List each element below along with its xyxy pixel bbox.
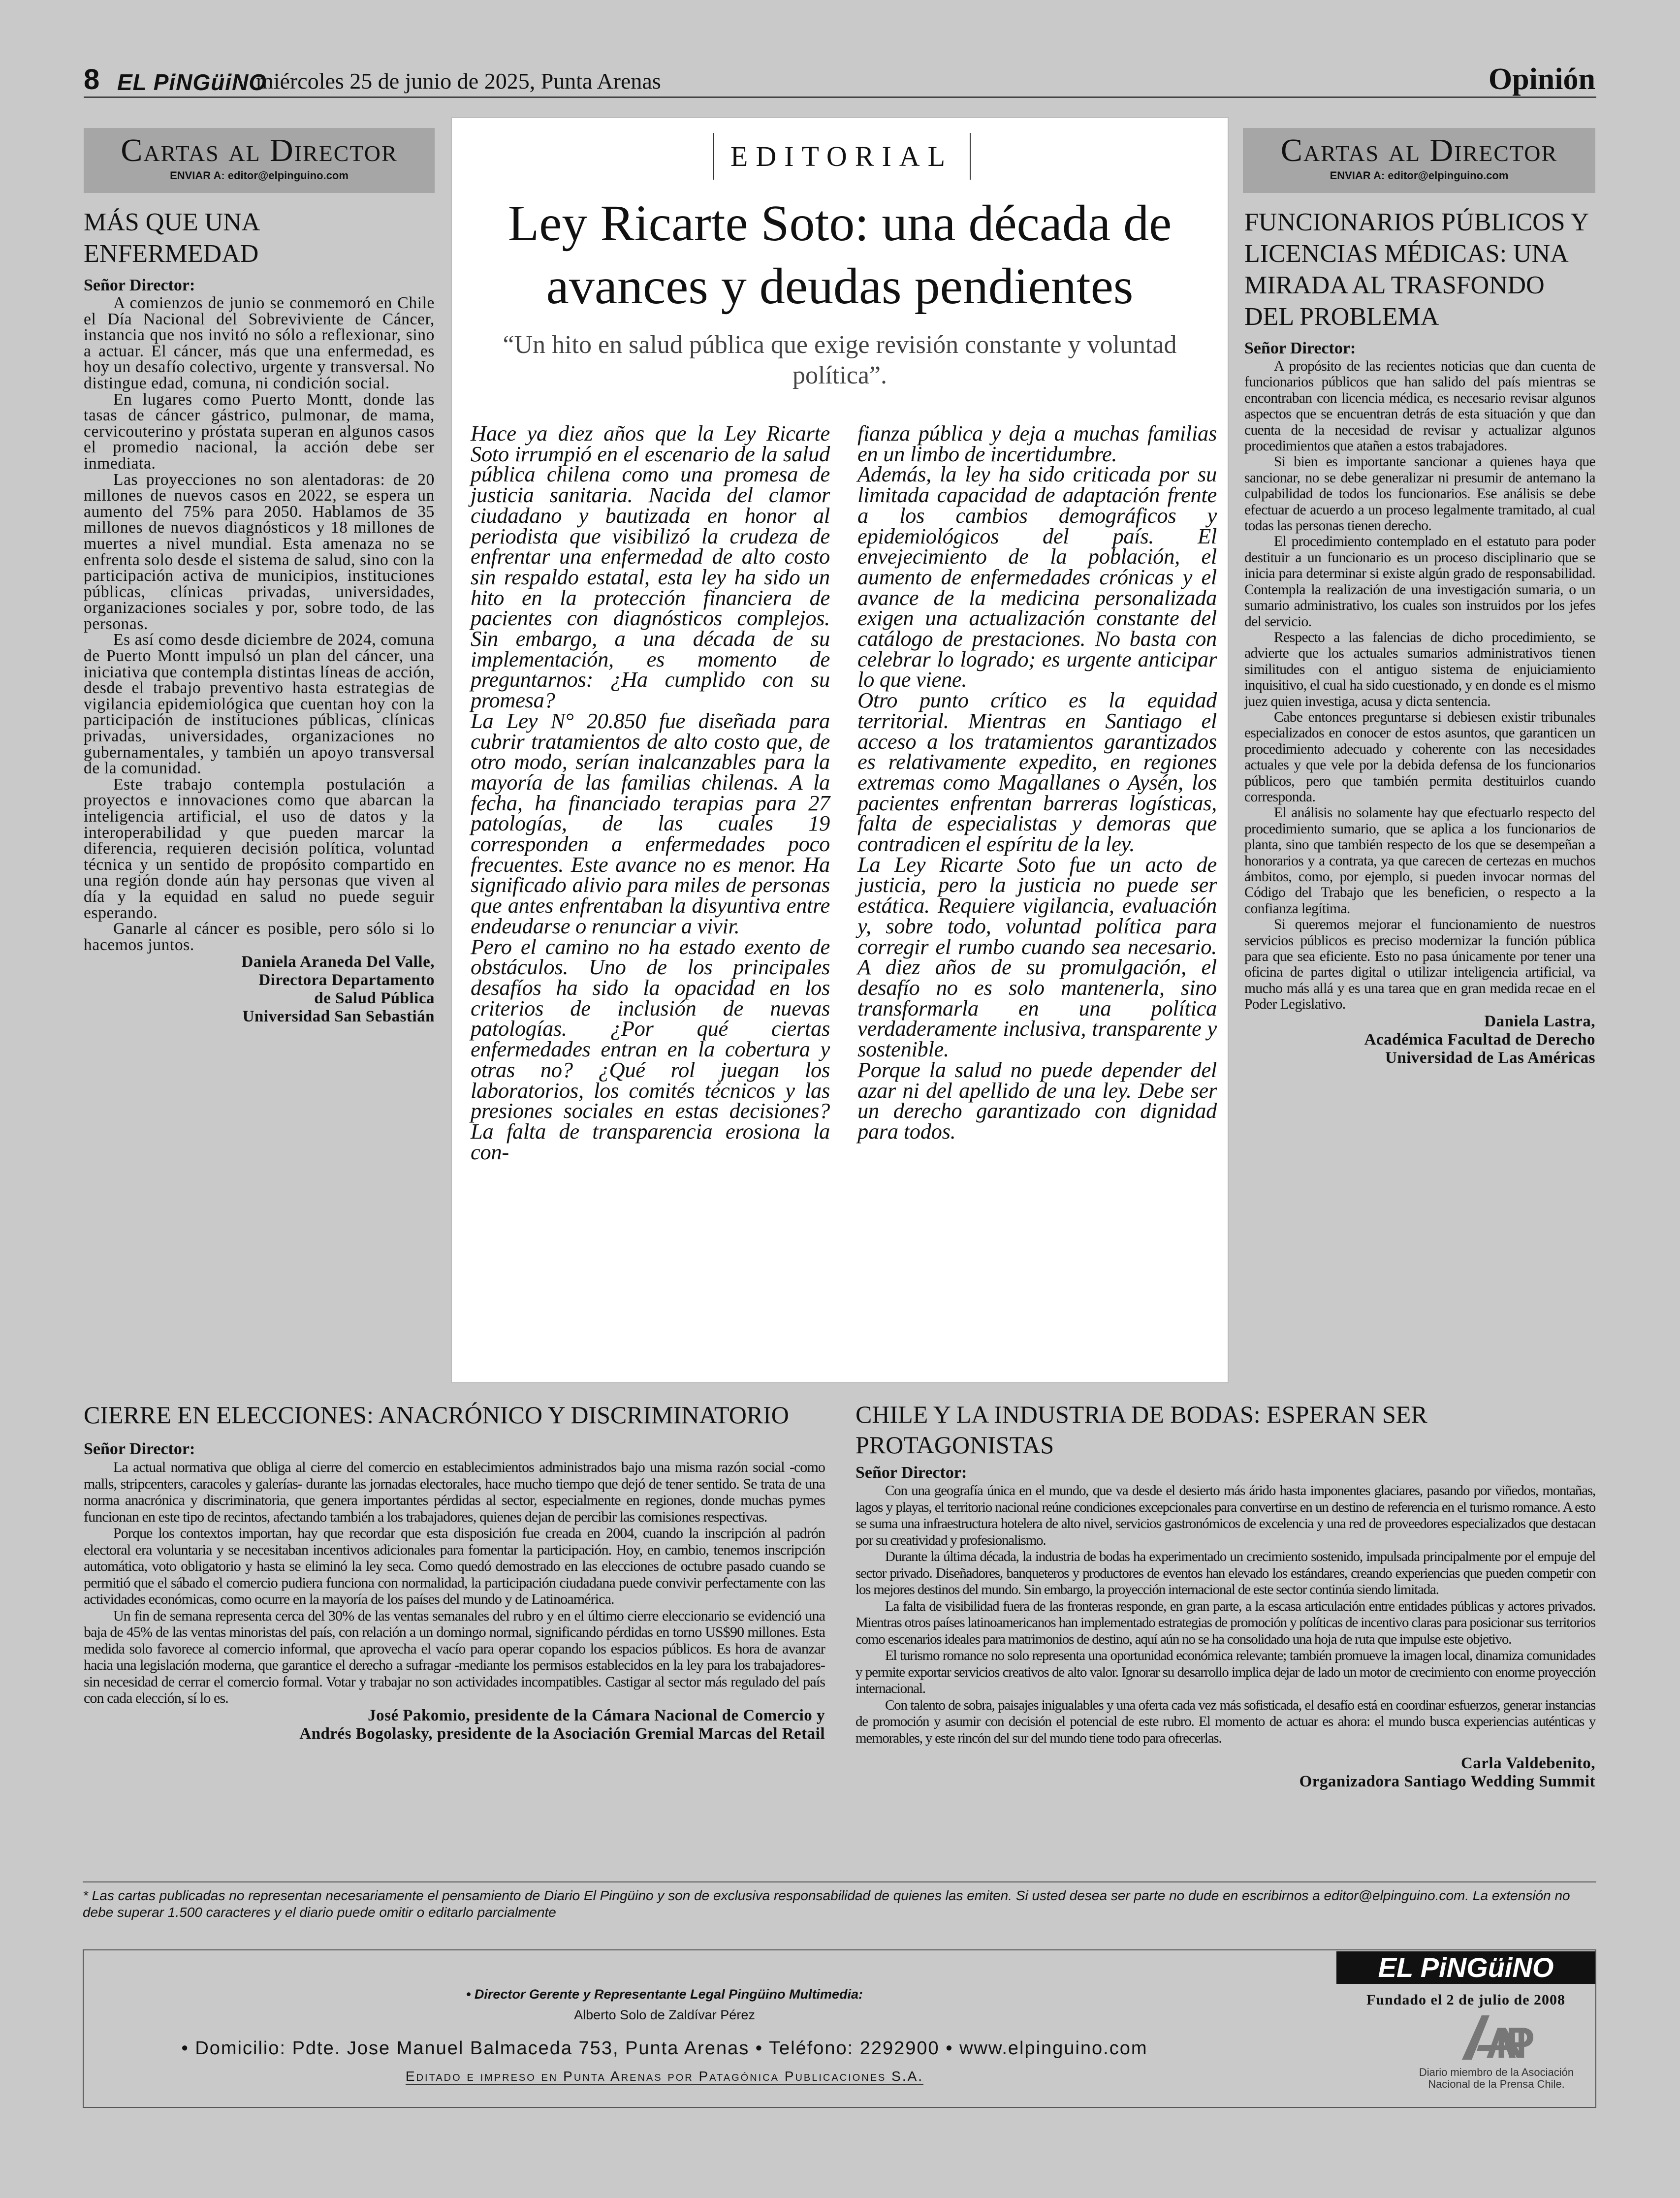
signature-line: Daniela Lastra, bbox=[1484, 1012, 1595, 1030]
signature-line: Académica Facultad de Derecho bbox=[1364, 1030, 1595, 1049]
section-title: Opinión bbox=[1488, 63, 1595, 96]
page-number: 8 bbox=[84, 64, 100, 96]
cartas-header-left bbox=[84, 128, 435, 193]
masthead-logo: EL PiNGüiNO bbox=[117, 69, 267, 95]
letter-paragraph: A comienzos de junio se conmemoró en Chile el Día Nacional del Sobreviviente de Cáncer, instancia que nos invitó no sólo a reflexionar, sino a actuar. El cáncer, más que una enfermedad, es hoy un desafío colectivo, urgente y transversal. No distingue edad, comuna, ni condición social. bbox=[84, 294, 435, 392]
letter-body bbox=[84, 1459, 825, 1707]
disclaimer: * Las cartas publicadas no representan necesariamente el pensamiento de Diario El Pingüino y son de exclusiva responsabilidad de quienes las emiten. Si usted desea ser parte no dude en escribirnos a editor@elpinguino.com. La extensión no debe superar 1.500 caracteres y el diario puede omitir o editarlo parcialmente bbox=[83, 1881, 1596, 1921]
editorial-column-1 bbox=[471, 423, 830, 1162]
letter-salutation: Señor Director: bbox=[856, 1464, 967, 1482]
letter-headline: MÁS QUE UNA ENFERMEDAD bbox=[84, 208, 259, 268]
letter-paragraph: Es así como desde diciembre de 2024, comuna de Puerto Montt impulsó un plan del cáncer, una iniciativa que contempla distintas líneas de acción, desde el trabajo preventivo hasta estrategias de vigilancia epidemiológica que cuentan hoy con la participación de instituciones públicas, clínicas privadas, universidades, organizaciones no gubernamentales, y también un apoyo transversal de la comunidad. bbox=[84, 631, 435, 778]
signature-line: Daniela Araneda Del Valle, bbox=[241, 953, 435, 971]
letter-paragraph: Este trabajo contempla postulación a proyectos e innovaciones como que abarcan la inteligencia artificial, el uso de datos y la interoperabilidad y que pueden marcar la diferencia, requieren decisión política, voluntad técnica y un sentido de propósito compartido en una región donde aún hay personas que viven al día y la equidad en salud no puede seguir esperando. bbox=[84, 775, 435, 922]
footer-logo: EL PiNGüiNO bbox=[1336, 1951, 1595, 1984]
footer-publisher-text: Editado e impreso en Punta Arenas por Patagónica Publicaciones S.A. bbox=[405, 2069, 924, 2084]
issue-date: miércoles 25 de junio de 2025, Punta Arenas bbox=[256, 68, 661, 94]
signature-line: Directora Departamento bbox=[258, 971, 435, 989]
letter-signature bbox=[84, 1707, 825, 1743]
footer-director-name: Alberto Solo de Zaldívar Pérez bbox=[574, 2007, 755, 2022]
letter-paragraph: Si queremos mejorar el funcionamiento de nuestros servicios públicos es preciso modernizar la función pública para que sea eficiente. Esto no pasa únicamente por tener una oficina de partes digital o utilizar inteligencia artificial, va mucho más allá y es una tarea que en gran medida recae en el Poder Legislativo. bbox=[1244, 917, 1595, 1013]
signature-line: Universidad San Sebastián bbox=[242, 1008, 435, 1026]
letter-signature bbox=[84, 953, 435, 1026]
letter-signature bbox=[856, 1754, 1595, 1791]
cartas-title: Cartas al Director bbox=[121, 132, 398, 168]
letter-salutation: Señor Director: bbox=[84, 276, 195, 294]
header-rule bbox=[84, 96, 1596, 98]
cartas-title: Cartas al Director bbox=[1280, 132, 1558, 168]
letter-salutation: Señor Director: bbox=[1244, 339, 1356, 357]
letter-paragraph: Respecto a las falencias de dicho procedimiento, se advierte que los actuales sumarios administrativos tienen similitudes con el antiguo sistema de enjuiciamiento inquisitivo, el cual ha sido cuestionado, y en donde es el mismo juez quien investiga, acusa y dicta sentencia. bbox=[1244, 629, 1595, 709]
editorial-title-line: avances y deudas pendientes bbox=[546, 258, 1134, 315]
letter-paragraph: Porque los contextos importan, hay que recordar que esta disposición fue creada en 2004, cuando la inscripción al padrón electoral era voluntaria y se necesitaban incentivos adicionales para fomentar la participación. Hoy, en cambio, tenemos inscripción automática, voto obligatorio y hasta se eliminó la ley seca. Como quedó demostrado en las elecciones de octubre pasado cuando se permitió que el sábado el comercio pudiera funciona con normalidad, la participación ciudadana puede convivir perfectamente con las actividades económicas, como ocurre en la mayoría de los países del mundo y de Latinoamérica. bbox=[84, 1525, 825, 1607]
cartas-email: ENVIAR A: editor@elpinguino.com bbox=[170, 169, 349, 182]
letter-headline: FUNCIONARIOS PÚBLICOS Y LICENCIAS MÉDICAS: UNA MIRADA AL TRASFONDO DEL PROBLEMA bbox=[1244, 208, 1588, 331]
signature-line: Andrés Bogolasky, presidente de la Asociación Gremial Marcas del Retail bbox=[299, 1724, 825, 1743]
editorial-subtitle: “Un hito en salud pública que exige revisión constante y voluntad política”. bbox=[503, 331, 1177, 389]
letter-paragraph: Con una geografía única en el mundo, que va desde el desierto más árido hasta imponentes glaciares, pasando por viñedos, montañas, lagos y playas, el territorio nacional reúne condiciones excepcionales para convertirse en un destino de referencia en el turismo romance. A esto se suma una infraestructura hotelera de alto nivel, servicios gastronómicos de excelencia y una red de proveedores especializados que destacan por su creatividad y profesionalismo. bbox=[856, 1483, 1595, 1548]
right-letter bbox=[1244, 207, 1595, 1067]
letter-paragraph: El turismo romance no solo representa una oportunidad económica relevante; también promueve la imagen local, dinamiza comunidades y permite exportar servicios creativos de alto valor. Ignorar su desarrollo implica dejar de lado un motor de crecimiento con enorme proyección internacional. bbox=[856, 1648, 1595, 1696]
letter-paragraph: A propósito de las recientes noticias que dan cuenta de funcionarios públicos que han salido del país mientras se encontraban con licencia médica, es necesario revisar algunos aspectos que se encuentran detrás de esta situación y que dan cuenta de la necesidad de revisar y actualizar algunos procedimientos que atañen a estos trabajadores. bbox=[1244, 358, 1595, 454]
editorial-paragraph: La Ley N° 20.850 fue diseñada para cubrir tratamientos de alto costo que, de otro modo, serían inalcanzables para la mayoría de las familias chilenas. A la fecha, ha financiado terapias para 27 patologías, de las cuales 19 corresponden a enfermedades poco frecuentes. Este avance no es menor. Ha significado alivio para miles de personas que antes enfrentaban la disyuntiva entre endeudarse o renunciar a vivir. bbox=[471, 708, 830, 938]
footer-director-label: • Director Gerente y Representante Legal Pingüino Multimedia: bbox=[466, 1987, 863, 2002]
letter-body bbox=[1244, 358, 1595, 1013]
signature-line: Organizadora Santiago Wedding Summit bbox=[1299, 1773, 1595, 1790]
letter-body bbox=[856, 1483, 1595, 1747]
editorial-box bbox=[452, 118, 1228, 1382]
signature-line: Universidad de Las Américas bbox=[1385, 1049, 1595, 1067]
editorial-paragraph: Hace ya diez años que la Ley Ricarte Soto irrumpió en el escenario de la salud pública chilena como una promesa de justicia sanitaria. Nacida del clamor ciudadano y bautizada en honor al periodista que visibilizó la crudeza de enfrentar una enfermedad de alto costo sin respaldo estatal, esta ley ha sido un hito en la protección financiera de pacientes con diagnósticos complejos. Sin embargo, a una década de su implementación, es momento de preguntarnos: ¿Ha cumplido con su promesa? bbox=[471, 421, 830, 713]
signature-line: José Pakomio, presidente de la Cámara Nacional de Comercio y bbox=[368, 1706, 825, 1724]
footer-address: • Domicilio: Pdte. Jose Manuel Balmaceda 753, Punta Arenas • Teléfono: 2292900 • www.elpinguino.com bbox=[181, 2038, 1148, 2059]
letter-paragraph: La falta de visibilidad fuera de las fronteras responde, en gran parte, a la escasa articulación entre entidades públicas y actores privados. Mientras otros países latinoamericanos han implementado estrategias de promoción y políticas de incentivo claras para posicionar sus territorios como escenarios ideales para matrimonios de destino, aquí aún no se ha consolidado una hoja de ruta que impulse este objetivo. bbox=[856, 1598, 1595, 1647]
editorial-title bbox=[452, 192, 1228, 318]
anp-member-text: Diario miembro de la Asociación Nacional de la Prensa Chile. bbox=[1419, 2066, 1574, 2090]
signature-line: de Salud Pública bbox=[314, 989, 435, 1008]
bottom-left-letter bbox=[84, 1399, 825, 1743]
editorial-paragraph: fianza pública y deja a muchas familias en un limbo de incertidumbre. bbox=[857, 421, 1217, 466]
letter-salutation: Señor Director: bbox=[84, 1440, 195, 1458]
letter-paragraph: Ganarle al cáncer es posible, pero sólo si lo hacemos juntos. bbox=[84, 920, 435, 954]
signature-line: Carla Valdebenito, bbox=[1460, 1754, 1595, 1772]
left-letter bbox=[84, 207, 435, 1026]
letter-signature bbox=[1244, 1013, 1595, 1067]
letter-paragraph: Si bien es importante sancionar a quienes haya que sancionar, no se debe generalizar ni presumir de antemano la culpabilidad de todos los funcionarios. Ese análisis se debe efectuar de acuerdo a un proceso legalmente tramitado, al cual todas las personas tienen derecho. bbox=[1244, 454, 1595, 534]
footer-publisher bbox=[84, 2069, 1245, 2084]
anp-logo-icon bbox=[1457, 2010, 1536, 2065]
bottom-right-letter bbox=[856, 1399, 1595, 1791]
editorial-paragraph: Pero el camino no ha estado exento de obstáculos. Uno de los principales desafíos ha sido la opacidad en los criterios de inclusión de nuevas patologías. ¿Por qué ciertas enfermedades entran en la cobertura y otras no? ¿Qué rol juegan los laboratorios, los comités técnicos y las presiones sociales en estas decisiones? La falta de transparencia erosiona la con- bbox=[471, 934, 830, 1164]
cartas-header-right bbox=[1243, 128, 1595, 193]
letter-paragraph: El procedimiento contemplado en el estatuto para poder destituir a un funcionario es un proceso disciplinario que se inicia para determinar si existe algún grado de responsabilidad. Contempla la realización de una investigación sumaria, o un sumario administrativo, los cuales son instruidos por los jefes del servicio. bbox=[1244, 534, 1595, 630]
anp-logo-text: ANP bbox=[1486, 2018, 1535, 2065]
letter-paragraph: La actual normativa que obliga al cierre del comercio en establecimientos administrados bajo una misma razón social -como malls, stripcenters, caracoles y galerías- durante las jornadas electorales, hace mucho tiempo que dejó de tener sentido. Se trata de una norma anacrónica y discriminatoria, que genera importantes pérdidas al sector, especialmente en regiones, donde muchas pymes funcionan en este tipo de recintos, afectando también a los trabajadores, quienes dejan de percibir las comisiones respectivas. bbox=[84, 1459, 825, 1525]
letter-paragraph: Durante la última década, la industria de bodas ha experimentado un crecimiento sostenido, impulsada principalmente por el empuje del sector privado. Diseñadores, banqueteros y productores de eventos han elevado los estándares, creando experiencias que pueden competir con los mejores destinos del mundo. Sin embargo, la proyección internacional de este sector continúa siendo limitada. bbox=[856, 1549, 1595, 1597]
letter-headline: CIERRE EN ELECCIONES: ANACRÓNICO Y DISCRIMINATORIO bbox=[84, 1401, 789, 1429]
letter-paragraph: Con talento de sobra, paisajes inigualables y una oferta cada vez más sofisticada, el desafío está en coordinar esfuerzos, generar instancias de promoción y asumir con decisión el potencial de este rubro. El momento de actuar es ahora: el mundo busca experiencias auténticas y memorables, y este rincón del sur del mundo tiene todo para ofrecerlas. bbox=[856, 1697, 1595, 1746]
editorial-label-frame bbox=[713, 133, 971, 180]
editorial-paragraph: Además, la ley ha sido criticada por su limitada capacidad de adaptación frente a los cambios demográficos y epidemiológicos del país. El envejecimiento de la población, el aumento de enfermedades crónicas y el avance de la medicina personalizada exigen una actualización constante del catálogo de prestaciones. No basta con celebrar lo logrado; es urgente anticipar lo que viene. bbox=[857, 462, 1217, 692]
letter-paragraph: En lugares como Puerto Montt, donde las tasas de cáncer gástrico, pulmonar, de mama, cervicouterino y próstata superan en algunos casos el promedio nacional, la acción debe ser inmediata. bbox=[84, 390, 435, 473]
cartas-email: ENVIAR A: editor@elpinguino.com bbox=[1330, 169, 1509, 182]
letter-paragraph: Las proyecciones no son alentadoras: de 20 millones de nuevos casos en 2022, se espera un aumento del 75% para 2050. Hablamos de 35 millones de nuevos diagnósticos y 18 millones de muertes a nivel mundial. Esta amenaza no se enfrenta solo desde el sistema de salud, sino con la participación activa de municipios, instituciones públicas, clínicas privadas, universidades, organizaciones sociales y por, sobre todo, de las personas. bbox=[84, 470, 435, 633]
letter-paragraph: El análisis no solamente hay que efectuarlo respecto del procedimiento sumario, que se aplica a los funcionarios de planta, sino que también respecto de los que se desempeñan a honorarios y a contrata, ya que carecen de certezas en muchos ámbitos, como, por ejemplo, si pueden invocar normas del Código del Trabajo que les beneficien, o respecto a la confianza legítima. bbox=[1244, 805, 1595, 917]
letter-body bbox=[84, 295, 435, 953]
footer-box bbox=[83, 1949, 1596, 2108]
editorial-paragraph: La Ley Ricarte Soto fue un acto de justicia, pero la justicia no puede ser estática. Requiere vigilancia, evaluación y, sobre todo, voluntad política para corregir el rumbo cuando sea necesario. A diez años de su promulgación, el desafío no es solo mantenerla, sino transformarla en una política verdaderamente inclusiva, transparente y sostenible. bbox=[857, 852, 1217, 1062]
editorial-column-2 bbox=[857, 423, 1217, 1142]
letter-paragraph: Cabe entonces preguntarse si debiesen existir tribunales especializados en conocer de estos asuntos, que garanticen un procedimiento adecuado y coherente con las necesidades actuales y que vele por la debida defensa de los funcionarios públicos, pero que también permita destituirlos cuando corresponda. bbox=[1244, 709, 1595, 805]
editorial-paragraph: Porque la salud no puede depender del azar ni del apellido de una ley. Debe ser un derecho garantizado con dignidad para todos. bbox=[857, 1057, 1217, 1144]
editorial-paragraph: Otro punto crítico es la equidad territorial. Mientras en Santiago el acceso a los tratamientos garantizados es relativamente expedito, en regiones extremas como Magallanes o Aysén, los pacientes enfrentan barreras logísticas, falta de especialistas y demoras que contradicen el espíritu de la ley. bbox=[857, 688, 1217, 857]
editorial-title-line: Ley Ricarte Soto: una década de bbox=[507, 195, 1172, 252]
letter-headline: CHILE Y LA INDUSTRIA DE BODAS: ESPERAN SER PROTAGONISTAS bbox=[856, 1401, 1427, 1459]
editorial-label: EDITORIAL bbox=[730, 140, 953, 172]
footer-founded: Fundado el 2 de julio de 2008 bbox=[1366, 1992, 1566, 2008]
letter-paragraph: Un fin de semana representa cerca del 30% de las ventas semanales del rubro y en el último cierre eleccionario se evidenció una baja de 45% de las ventas minoristas del país, con relación a un domingo normal, significando pérdidas en torno US$90 millones. Esta medida solo favorece al comercio informal, que aprovecha el vacío para operar copando los espacios públicos. Es hora de avanzar hacia una legislación moderna, que garantice el derecho a sufragar -mediante los permisos establecidos en la ley para los trabajadores- sin necesidad de cerrar el comercio formal. Votar y trabajar no son actividades incompatibles. Castigar al sector más regulado del país con cada elección, sí lo es. bbox=[84, 1607, 825, 1706]
